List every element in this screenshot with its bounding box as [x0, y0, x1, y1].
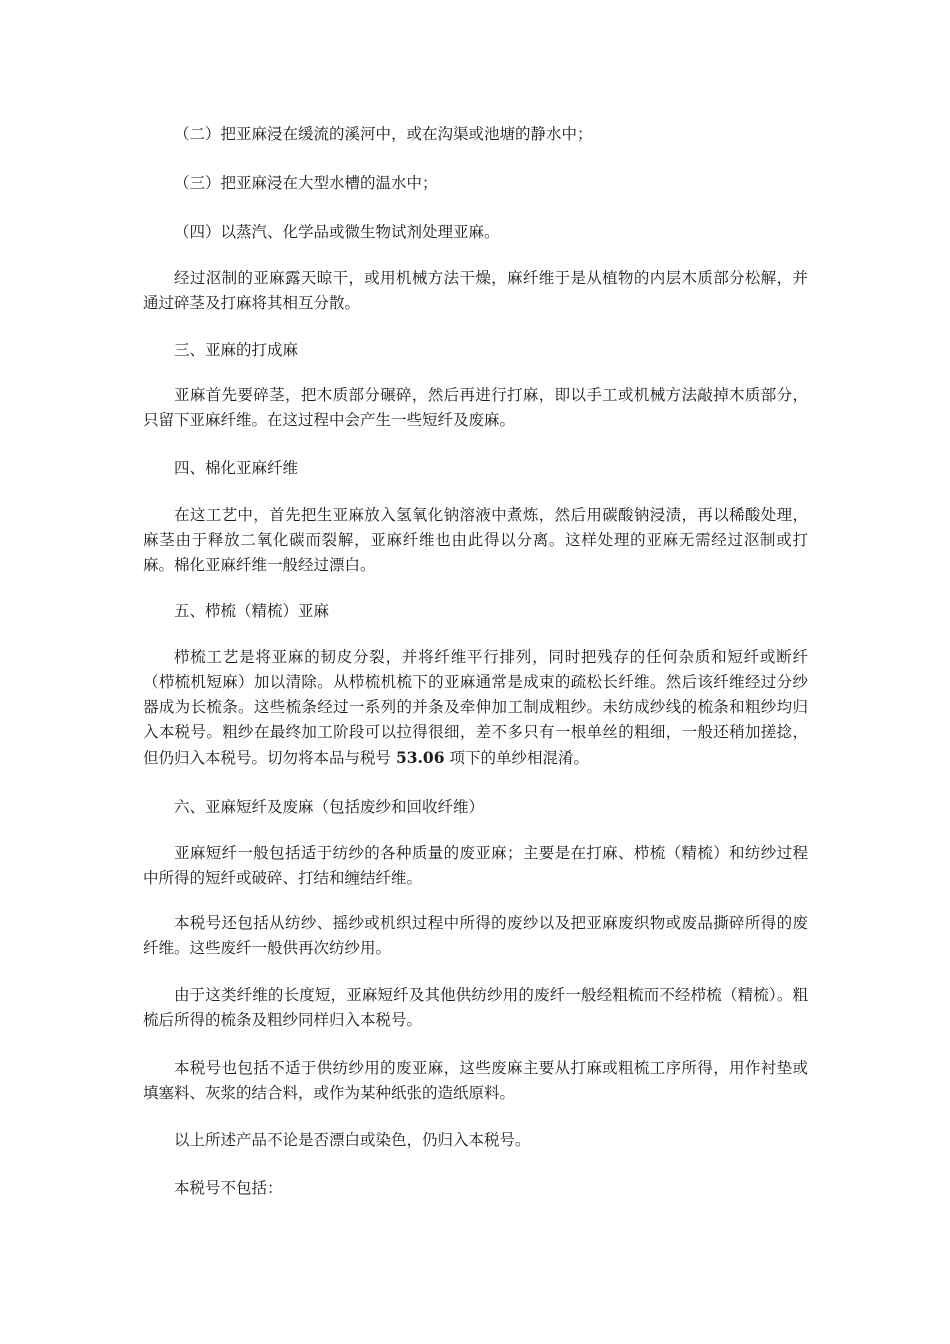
section-heading-hackled-flax: 五、栉梳（精梳）亚麻: [174, 602, 330, 620]
body-paragraph-retting-result: 经过沤制的亚麻露天晾干，或用机械方法干燥，麻纤维于是从植物的内层木质部分松解，并通过碎茎及打麻将其相互分散。: [143, 269, 808, 312]
body-paragraph-cottonising: 在这工艺中，首先把生亚麻放入氢氧化钠溶液中煮炼，然后用碳酸钠浸渍，再以稀酸处理，麻茎由于释放二氧化碳而裂解，亚麻纤维也由此得以分离。这样处理的亚麻无需经过沤制或打麻。棉化亚麻纤维一般经过漂白。: [143, 506, 808, 574]
hackling-text: 栉梳工艺是将亚麻的韧皮分裂，并将纤维平行排列，同时把残存的任何杂质和短纤或断纤（栉梳机短麻）加以清除。从栉梳机梳下的亚麻通常是成束的疏松长纤维。然后该纤维经过分纱器成为长梳条。这些梳条经过一系列的并条及牵伸加工制成粗纱。未纺成纱线的梳条和粗纱均归入本税号。粗纱在最终加工阶段可以拉得很细，差不多只有一根单丝的粗细，一般还稍加搓捻，但仍归入本税号。切勿将本品与税号: [143, 648, 808, 767]
hackling-text-tail: 项下的单纱相混淆。: [449, 749, 589, 767]
body-paragraph-unspinnable-waste: 本税号也包括不适于供纺纱用的废亚麻，这些废麻主要从打麻或粗梳工序所得，用作衬垫或填塞料、灰浆的结合料，或作为某种纸张的造纸原料。: [143, 1059, 808, 1102]
list-item-2: （二）把亚麻浸在缓流的溪河中，或在沟渠或池塘的静水中；: [174, 125, 593, 143]
list-item-3: （三）把亚麻浸在大型水槽的温水中；: [174, 174, 438, 192]
body-paragraph-hackling: [143, 645, 808, 771]
section-heading-flax-tow-waste: 六、亚麻短纤及废麻（包括废纱和回收纤维）: [174, 798, 485, 816]
heading-number: 53.06: [395, 748, 445, 767]
body-paragraph-exclusions: 本税号不包括：: [174, 1179, 283, 1197]
list-item-4: （四）以蒸汽、化学品或微生物试剂处理亚麻。: [174, 223, 500, 241]
body-paragraph-scutching: 亚麻首先要碎茎，把木质部分碾碎，然后再进行打麻，即以手工或机械方法敲掉木质部分，只留下亚麻纤维。在这过程中会产生一些短纤及废麻。: [143, 386, 808, 429]
body-paragraph-flax-tow: 亚麻短纤一般包括适于纺纱的各种质量的废亚麻；主要是在打麻、栉梳（精梳）和纺纱过程中所得的短纤或破碎、打结和缠结纤维。: [143, 844, 808, 887]
section-heading-scutched-flax: 三、亚麻的打成麻: [174, 341, 299, 359]
body-paragraph-bleached-dyed: 以上所述产品不论是否漂白或染色，仍归入本税号。: [174, 1131, 531, 1149]
body-paragraph-yarn-waste: 本税号还包括从纺纱、摇纱或机织过程中所得的废纱以及把亚麻废织物或废品撕碎所得的废纤维。这些废纤一般供再次纺纱用。: [143, 914, 808, 957]
body-paragraph-carding: 由于这类纤维的长度短，亚麻短纤及其他供纺纱用的废纤一般经粗梳而不经栉梳（精梳）。粗梳后所得的梳条及粗纱同样归入本税号。: [143, 986, 808, 1029]
section-heading-cottonised-flax: 四、棉化亚麻纤维: [174, 459, 299, 477]
